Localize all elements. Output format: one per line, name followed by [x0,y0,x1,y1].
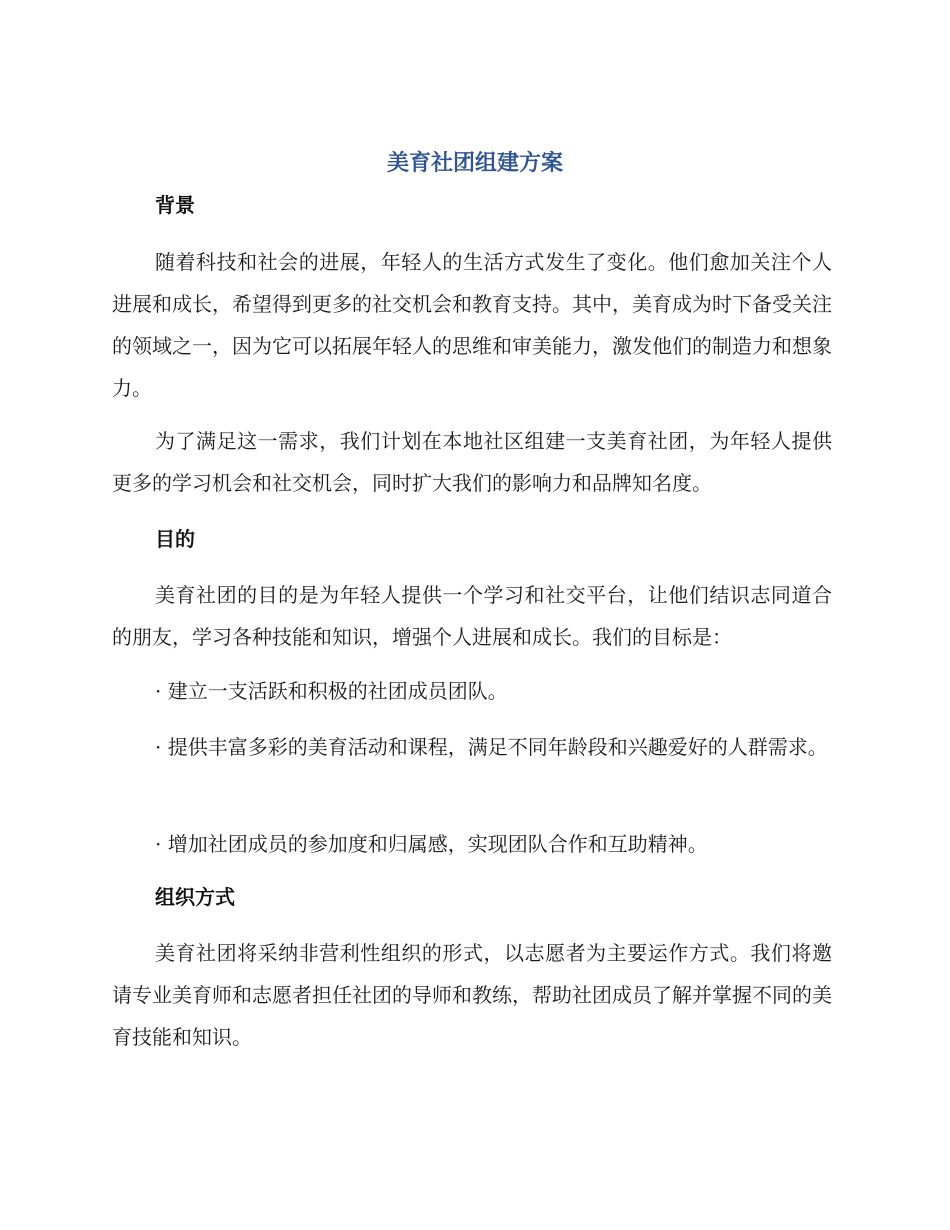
section-heading-background: 背景 [155,193,195,217]
document-title: 美育社团组建方案 [386,151,563,176]
organization-paragraph: 美育社团将采纳非营利性组织的形式，以志愿者为主要运作方式。我们将邀请专业美育师和志愿者担任社团的导师和教练，帮助社团成员了解并掌握不同的美育技能和知识。 [112,941,832,1049]
purpose-bullet-2: · 提供丰富多彩的美育活动和课程，满足不同年龄段和兴趣爱好的人群需求。 [155,735,828,759]
background-paragraph-2: 为了满足这一需求，我们计划在本地社区组建一支美育社团，为年轻人提供更多的学习机会和社交机会，同时扩大我们的影响力和品牌知名度。 [112,429,832,495]
purpose-paragraph: 美育社团的目的是为年轻人提供一个学习和社交平台，让他们结识志同道合的朋友，学习各种技能和知识，增强个人进展和成长。我们的目标是： [112,583,832,649]
section-heading-purpose: 目的 [155,527,195,551]
background-paragraph-1: 随着科技和社会的进展，年轻人的生活方式发生了变化。他们愈加关注个人进展和成长，希望得到更多的社交机会和教育支持。其中，美育成为时下备受关注的领域之一，因为它可以拓展年轻人的思维和审美能力，激发他们的制造力和想象力。 [112,250,832,400]
purpose-bullet-1: · 建立一支活跃和积极的社团成员团队。 [155,679,508,703]
purpose-bullet-3: · 增加社团成员的参加度和归属感，实现团队合作和互助精神。 [155,832,708,856]
section-heading-organization: 组织方式 [155,885,235,909]
